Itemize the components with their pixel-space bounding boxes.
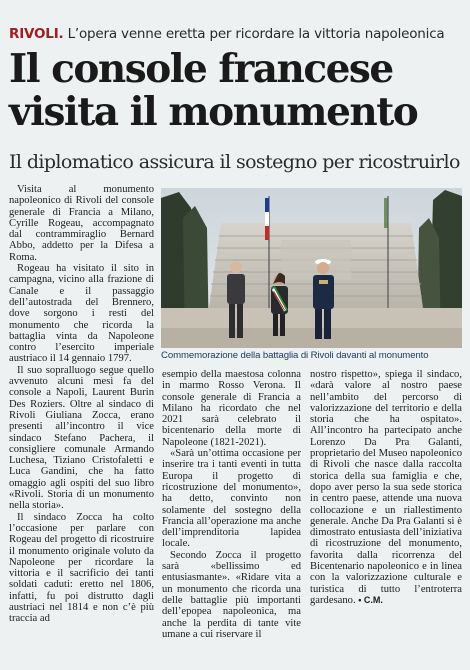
headline-line-1: Il console francese <box>9 46 393 92</box>
author-signature: • C.M. <box>358 594 383 605</box>
paragraph <box>310 369 462 606</box>
paragraph: Il suo sopralluogo segue quello avvenuto alcuni mesi fa del console a Napoli, Laurent Burin Des Roziers. Oltre al sindaco di Rivoli Giuliana Zocca, erano presenti all’incontro il vice sindaco Stefano Pachera, il consigliere comunale Armando Luchesa, Tiziano Cristofaletti e Luca Gandini, che ha fatto omaggio agli ospiti del suo libro «Rivoli. Storia di un monumento nella storia». <box>9 364 154 512</box>
headline-line-2: visita il monumento <box>9 89 418 135</box>
paragraph: Rogeau ha visitato il sito in campagna, vicino alla frazione di Canale e il passaggio dell’autostrada del Brennero, dove sorgono i resti del monumento che ricorda la battaglia vinta da Napoleone contro l’esercito imperiale austriaco il 14 gennaio 1797. <box>9 263 154 365</box>
kicker-place: RIVOLI. <box>9 26 64 42</box>
article-headline <box>9 48 464 134</box>
photo-caption: Commemorazione della battaglia di Rivoli davanti al monumento <box>161 350 429 361</box>
body-column-1 <box>9 184 154 625</box>
body-column-3 <box>310 369 462 606</box>
paragraph: Secondo Zocca il progetto sarà «bellissimo ed entusiasmante». «Ridare vita a un monumento che ricorda una delle battaglie più importanti dell’epopea napoleonica, ma anche la perdita di tante vite umane a cui riservare il <box>162 549 301 640</box>
article-kicker <box>9 26 464 42</box>
monument-photo-illustration <box>161 188 462 348</box>
paragraph: Visita al monumento napoleonico di Rivoli del console generale di Francia a Milano, Cyrille Rogeau, accompagnato dal contrammiraglio Bernard Abbo, addetto per la Difesa a Roma. <box>9 184 154 263</box>
paragraph: Il sindaco Zocca ha colto l’occasione per parlare con Rogeau del progetto di ricostruire il monumento originale voluto da Napoleone per ricordare la vittoria e il sacrificio dei tanti soldati caduti: eretto nel 1806, infatti, fu poi distrutto dagli austriaci nel 1814 e non c’è più traccia ad <box>9 511 154 625</box>
paragraph: «Sarà un’ottima occasione per inserire tra i tanti eventi in tutta Europa il progetto di ricostruzione del monumento», ha detto, convinto non solamente del sostegno della Francia all’operazione ma anche dell’imprenditoria lapidea locale. <box>162 448 301 550</box>
paragraph: esempio della maestosa colonna in marmo Rosso Verona. Il console generale di Francia a Milano ha ricordato che nel 2021 sarà celebrato il bicentenario della morte di Napoleone (1821-2021). <box>162 369 301 448</box>
body-column-2 <box>162 369 301 640</box>
article-photo <box>161 188 462 348</box>
article-subhead: Il diplomatico assicura il sostegno per ricostruirlo <box>9 151 460 173</box>
paragraph-text: nostro rispetto», spiega il sindaco, «darà valore al nostro paese nell’ambito del percorso di valorizzazione del territorio e della storia che ha ospitato». All’incontro ha partecipato anche Lorenzo Da Pra Galanti, proprietario del Museo napoleonico di Rivoli che nasce dalla raccolta storica della sua famiglia e che, dopo aver perso la sua sede storica in centro paese, attende una nuova collocazione e un riallestimento generale. Anche Da Pra Galanti si è dimostrato entusiasta dell’iniziativa di ricostruzione del monumento, favorita dalla ricorrenza del Bicentenario napoleonico e in linea con la valorizzazione culturale e turistica di tutto l’entroterra gardesano. <box>310 369 462 606</box>
kicker-text: L’opera venne eretta per ricordare la vittoria napoleonica <box>67 26 445 42</box>
